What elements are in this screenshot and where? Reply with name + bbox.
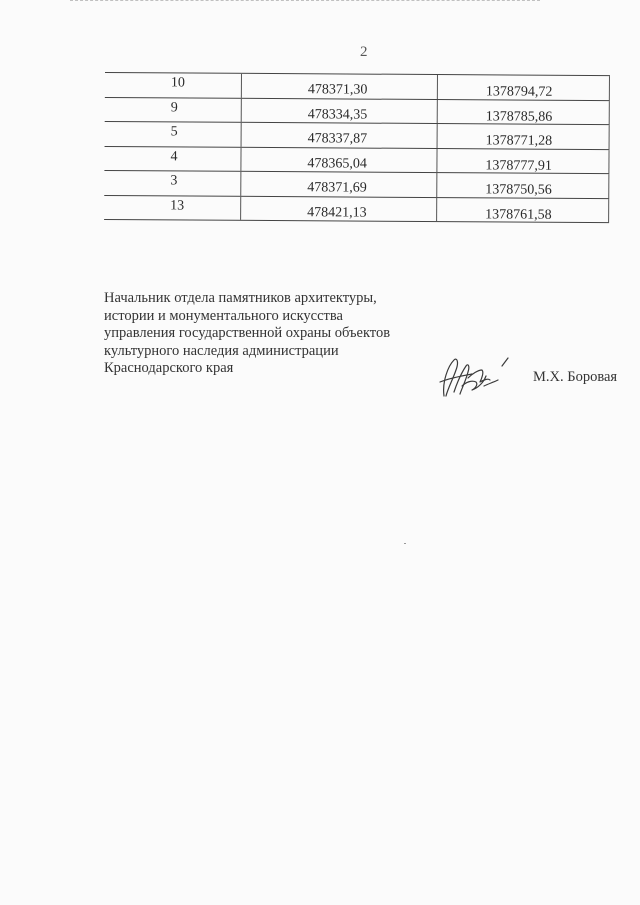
table-row [105, 72, 610, 101]
scan-speck [404, 543, 406, 544]
position-line: истории и монументального искусства [104, 307, 343, 324]
y-coordinate-cell: 1378750,56 [437, 173, 609, 198]
position-line: Начальник отдела памятников архитектуры, [104, 290, 377, 306]
x-coordinate-cell: 478371,69 [241, 172, 437, 197]
table-row [104, 171, 609, 199]
x-coordinate-cell: 478334,35 [242, 98, 438, 123]
table-row [104, 146, 609, 174]
y-coordinate-cell: 1378785,86 [438, 100, 610, 125]
point-number-cell: 13 [104, 195, 241, 219]
x-coordinate-cell: 478421,13 [241, 196, 437, 221]
handwritten-signature [432, 352, 512, 404]
coordinates-table [104, 72, 610, 223]
point-number-cell: 3 [104, 171, 241, 195]
point-number-cell: 4 [104, 146, 241, 170]
x-coordinate-cell: 478365,04 [241, 147, 437, 172]
y-coordinate-cell: 1378761,58 [437, 198, 609, 223]
table-row [104, 195, 609, 223]
y-coordinate-cell: 1378794,72 [438, 75, 610, 100]
page-number: 2 [360, 44, 368, 60]
table-row [105, 97, 610, 125]
point-number-cell: 9 [105, 97, 242, 121]
y-coordinate-cell: 1378777,91 [437, 149, 609, 174]
y-coordinate-cell: 1378771,28 [438, 124, 610, 149]
position-line: культурного наследия администрации [104, 342, 339, 359]
x-coordinate-cell: 478371,30 [242, 74, 438, 99]
point-number-cell: 5 [105, 122, 242, 146]
signer-name: М.Х. Боровая [533, 369, 618, 385]
position-line: Краснодарского края [104, 360, 234, 376]
point-number-cell: 10 [105, 73, 242, 97]
signatory-position [104, 290, 390, 378]
position-line: управления государственной охраны объектов [104, 325, 391, 341]
x-coordinate-cell: 478337,87 [242, 123, 438, 148]
scan-edge-line [70, 0, 540, 3]
table-row [105, 122, 610, 150]
